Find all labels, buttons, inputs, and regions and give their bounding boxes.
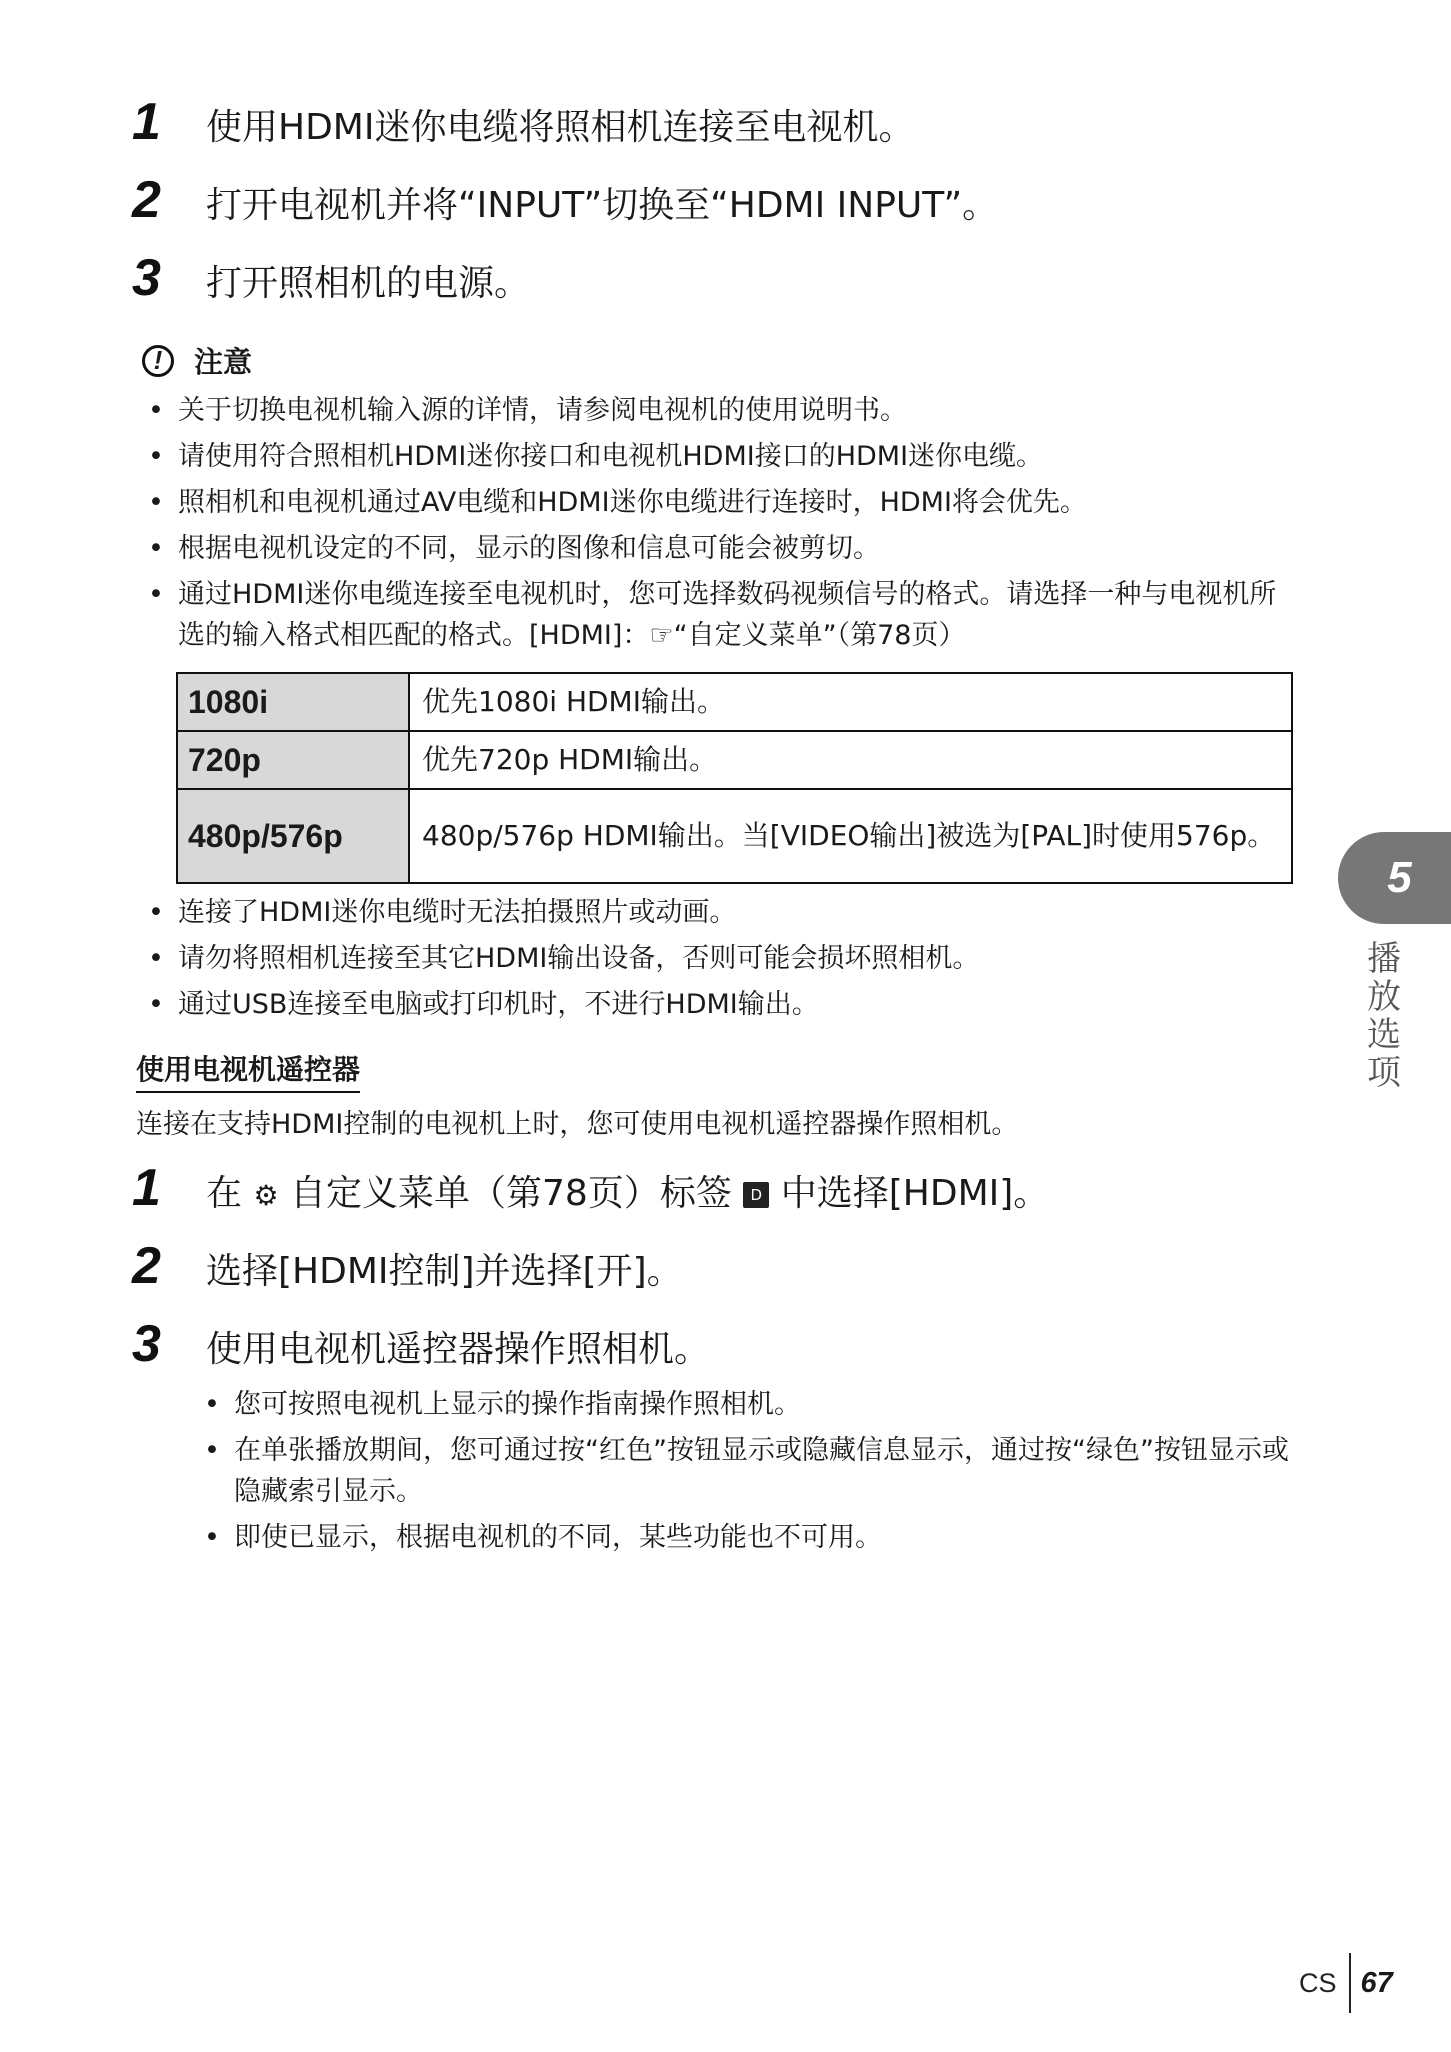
remote-step-3 bbox=[132, 1315, 711, 1373]
step-text-post: 中选择[HDMI]。 bbox=[780, 1173, 1050, 1214]
step-2 bbox=[132, 171, 999, 229]
chapter-label: 播放选项 bbox=[1367, 939, 1401, 1093]
step-text bbox=[206, 1165, 1049, 1216]
caution-icon: ! bbox=[142, 345, 174, 377]
list-item: • 在单张播放期间，您可通过按“红色”按钮显示或隐藏信息显示，通过按“绿色”按钮显示或隐藏索引显示。 bbox=[204, 1430, 1314, 1512]
menu-tab-icon: D bbox=[743, 1182, 769, 1208]
remote-step-2 bbox=[132, 1237, 683, 1295]
remote-notes-list bbox=[204, 1384, 1314, 1563]
step-number: 1 bbox=[132, 93, 161, 151]
step-number: 2 bbox=[132, 1237, 161, 1295]
hdmi-format-table bbox=[176, 672, 1293, 884]
caution-title: 注意 bbox=[194, 345, 253, 379]
step-number: 1 bbox=[132, 1159, 161, 1217]
table-key: 480p/576p bbox=[177, 789, 409, 883]
table-row bbox=[177, 673, 1292, 731]
table-row bbox=[177, 789, 1292, 883]
section-intro: 连接在支持HDMI控制的电视机上时，您可使用电视机遥控器操作照相机。 bbox=[136, 1109, 1019, 1140]
list-item: • 请使用符合照相机HDMI迷你接口和电视机HDMI接口的HDMI迷你电缆。 bbox=[148, 436, 1298, 477]
list-item: • 您可按照电视机上显示的操作指南操作照相机。 bbox=[204, 1384, 1314, 1425]
table-row bbox=[177, 731, 1292, 789]
caution-header bbox=[142, 340, 252, 381]
step-text: 使用HDMI迷你电缆将照相机连接至电视机。 bbox=[206, 107, 915, 148]
remote-step-1 bbox=[132, 1159, 1050, 1217]
table-value: 优先1080i HDMI输出。 bbox=[409, 673, 1292, 731]
step-text: 打开电视机并将“INPUT”切换至“HDMI INPUT”。 bbox=[206, 185, 999, 226]
list-item: • 关于切换电视机输入源的详情，请参阅电视机的使用说明书。 bbox=[148, 390, 1298, 431]
table-key: 720p bbox=[177, 731, 409, 789]
step-text: 打开照相机的电源。 bbox=[206, 263, 531, 304]
page-footer bbox=[1299, 1953, 1393, 2013]
step-text-pre: 在 bbox=[206, 1173, 243, 1214]
step-text-mid: 自定义菜单（第78页）标签 bbox=[290, 1173, 732, 1214]
footer-divider bbox=[1349, 1953, 1351, 2013]
page-number: 67 bbox=[1360, 1966, 1393, 1999]
gear-icon: ⚙ bbox=[253, 1179, 279, 1212]
list-item: • 即使已显示，根据电视机的不同，某些功能也不可用。 bbox=[204, 1517, 1314, 1558]
table-value: 480p/576p HDMI输出。当[VIDEO输出]被选为[PAL]时使用576p。 bbox=[409, 789, 1292, 883]
list-item: • 通过USB连接至电脑或打印机时，不进行HDMI输出。 bbox=[148, 984, 1298, 1025]
chapter-number: 5 bbox=[1387, 853, 1412, 902]
list-item: • 请勿将照相机连接至其它HDMI输出设备，否则可能会损坏照相机。 bbox=[148, 938, 1298, 979]
step-number: 3 bbox=[132, 249, 161, 307]
notes-list bbox=[148, 892, 1298, 1030]
list-item: • 通过HDMI迷你电缆连接至电视机时，您可选择数码视频信号的格式。请选择一种与电视机所选的输入格式相匹配的格式。[HDMI]：☞“自定义菜单”（第78页） bbox=[148, 574, 1298, 656]
list-item: • 根据电视机设定的不同，显示的图像和信息可能会被剪切。 bbox=[148, 528, 1298, 569]
step-number: 2 bbox=[132, 171, 161, 229]
step-text: 使用电视机遥控器操作照相机。 bbox=[206, 1329, 711, 1370]
list-item: • 连接了HDMI迷你电缆时无法拍摄照片或动画。 bbox=[148, 892, 1298, 933]
table-key: 1080i bbox=[177, 673, 409, 731]
section-heading: 使用电视机遥控器 bbox=[136, 1048, 360, 1093]
step-number: 3 bbox=[132, 1315, 161, 1373]
step-1 bbox=[132, 93, 915, 151]
chapter-tab bbox=[1338, 832, 1451, 924]
list-item: • 照相机和电视机通过AV电缆和HDMI迷你电缆进行连接时，HDMI将会优先。 bbox=[148, 482, 1298, 523]
caution-list bbox=[148, 390, 1298, 661]
step-text: 选择[HDMI控制]并选择[开]。 bbox=[206, 1251, 683, 1292]
language-code: CS bbox=[1299, 1967, 1337, 1998]
step-3 bbox=[132, 249, 531, 307]
table-value: 优先720p HDMI输出。 bbox=[409, 731, 1292, 789]
